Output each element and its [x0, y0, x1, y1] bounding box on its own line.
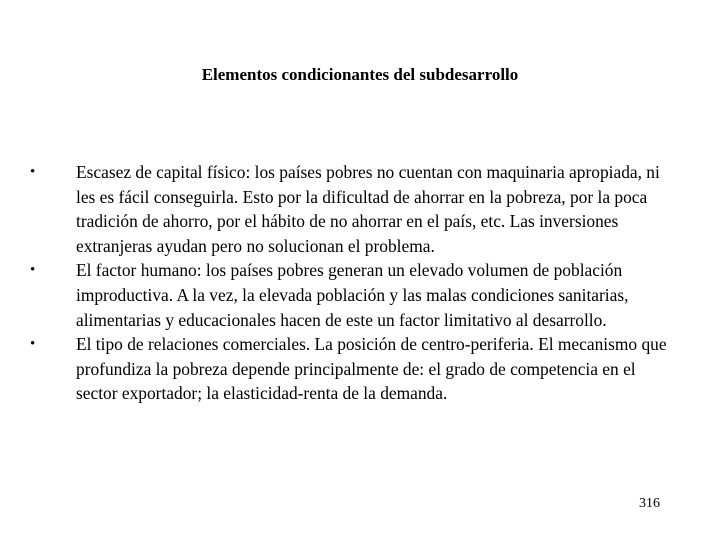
bullet-item-human-factor — [30, 258, 670, 332]
slide-title: Elementos condicionantes del subdesarrollo — [201, 65, 519, 84]
bullet-marker: • — [30, 336, 36, 353]
bullet-marker: • — [30, 262, 36, 279]
bullet-text: Escasez de capital físico: los países pobres no cuentan con maquinaria apropiada, ni les es fácil conseguirla. Esto por la dificultad de ahorrar en la pobreza, por la poca tradición de ahorro, por el hábito de no ahorrar en el país, etc. Las inversiones extranjeras ayudan pero no solucionan el problema. — [76, 162, 660, 256]
bullet-text: El factor humano: los países pobres generan un elevado volumen de población improductiva. A la vez, la elevada población y las malas condiciones sanitarias, alimentarias y educacionales hacen de este un factor limitativo al desarrollo. — [76, 260, 629, 330]
bullet-text: El tipo de relaciones comerciales. La posición de centro-periferia. El mecanismo que profundiza la pobreza depende principalmente de: el grado de competencia en el sector exportador; la elasticidad-renta de la demanda. — [76, 334, 667, 404]
bullet-item-capital — [30, 160, 670, 258]
bullet-marker: • — [30, 164, 36, 180]
bullet-list — [30, 160, 670, 406]
page-number: 316 — [639, 496, 660, 511]
bullet-item-trade-relations — [30, 332, 670, 406]
